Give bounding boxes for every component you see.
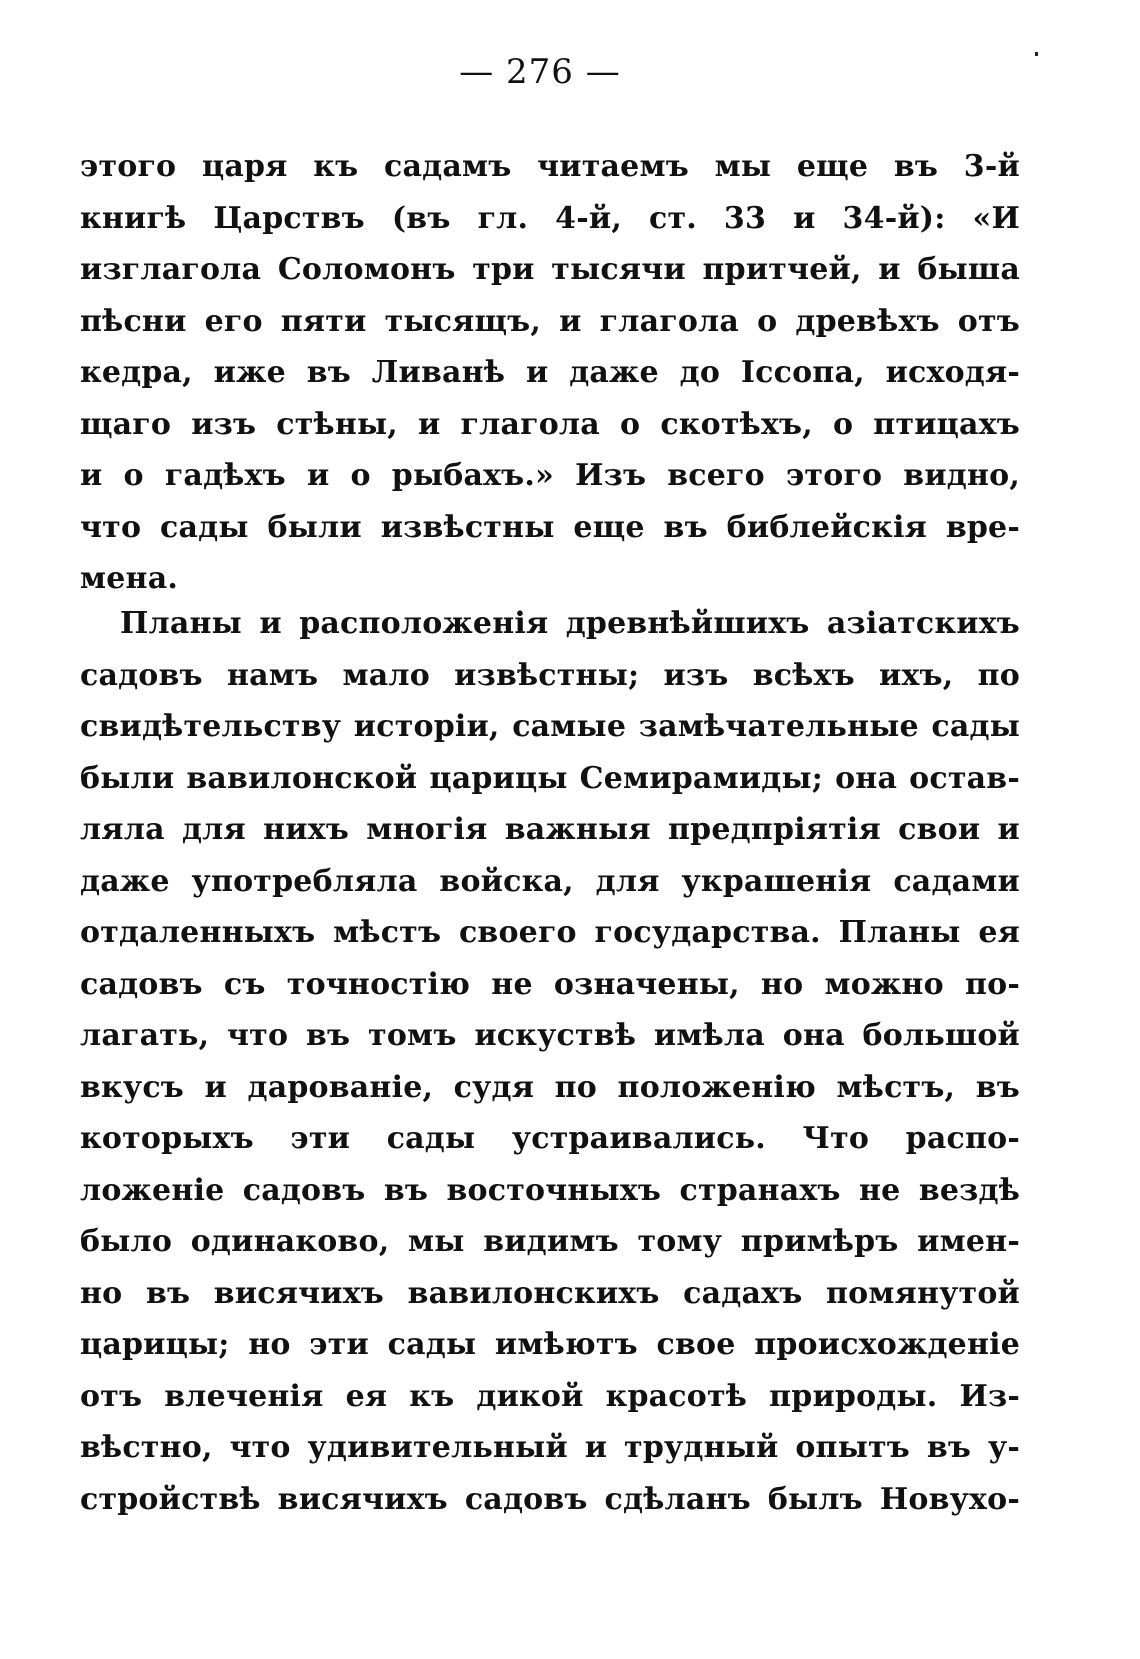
text-line: лагать, что въ томъ искуствѣ имѣла она большой xyxy=(80,1018,1020,1053)
paragraph-2 xyxy=(80,598,1020,1525)
text-line: этого царя къ садамъ читаемъ мы еще въ 3-й xyxy=(80,149,1020,184)
text-line: кедра, иже въ Ливанѣ и даже до Іссопа, исходя- xyxy=(80,355,1020,390)
text-line: щаго изъ стѣны, и глагола о скотѣхъ, о птицахъ xyxy=(80,406,1020,442)
text-line: книгѣ Царствъ (въ гл. 4-й, ст. 33 и 34-й): «И xyxy=(80,200,1020,236)
text-line: садовъ намъ мало извѣстны; изъ всѣхъ ихъ, по xyxy=(80,657,1020,693)
text-line: вкусъ и дарованіе, судя по положенію мѣстъ, въ xyxy=(80,1069,1020,1105)
text-line: ляла для нихъ многія важныя предпріятія свои и xyxy=(80,812,1020,847)
text-line: стройствѣ висячихъ садовъ сдѣланъ былъ Новухо- xyxy=(80,1481,1020,1517)
text-line: отъ влеченія ея къ дикой красотѣ природы. Из- xyxy=(80,1378,1020,1414)
text-line: и о гадѣхъ и о рыбахъ.» Изъ всего этого видно, xyxy=(80,458,1020,493)
text-line: ложеніе садовъ въ восточныхъ странахъ не вездѣ xyxy=(80,1172,1020,1208)
text-line: садовъ съ точностію не означены, но можно по- xyxy=(80,966,1020,1002)
text-line: что сады были извѣстны еще въ библейскія вре- xyxy=(80,509,1020,545)
page-number: — 276 — xyxy=(459,52,621,92)
text-line: царицы; но эти сады имѣютъ свое происхожденіе xyxy=(80,1327,1020,1362)
text-line: отдаленныхъ мѣстъ своего государства. Планы ея xyxy=(80,915,1020,950)
text-line: изглагола Соломонъ три тысячи притчей, и быша xyxy=(80,252,1020,287)
text-line: пѣсни его пяти тысящъ, и глагола о древѣхъ отъ xyxy=(80,303,1020,339)
paragraph-1 xyxy=(80,141,1020,605)
text-line: были вавилонской царицы Семирамиды; она остав- xyxy=(80,760,1020,796)
text-line: свидѣтельству исторіи, самые замѣчательные сады xyxy=(80,709,1020,744)
text-line: которыхъ эти сады устраивались. Что распо- xyxy=(80,1121,1020,1156)
print-speck xyxy=(1035,52,1038,56)
text-line: Планы и расположенія древнѣйшихъ азіатскихъ xyxy=(120,606,1020,641)
text-line: было одинаково, мы видимъ тому примѣръ имен- xyxy=(80,1224,1020,1259)
text-line: мена. xyxy=(80,561,178,596)
text-line: но въ висячихъ вавилонскихъ садахъ помянутой xyxy=(80,1275,1020,1311)
text-line: вѣстно, что удивительный и трудный опытъ въ у- xyxy=(80,1430,1020,1465)
text-line: даже употребляла войска, для украшенія садами xyxy=(80,863,1020,899)
